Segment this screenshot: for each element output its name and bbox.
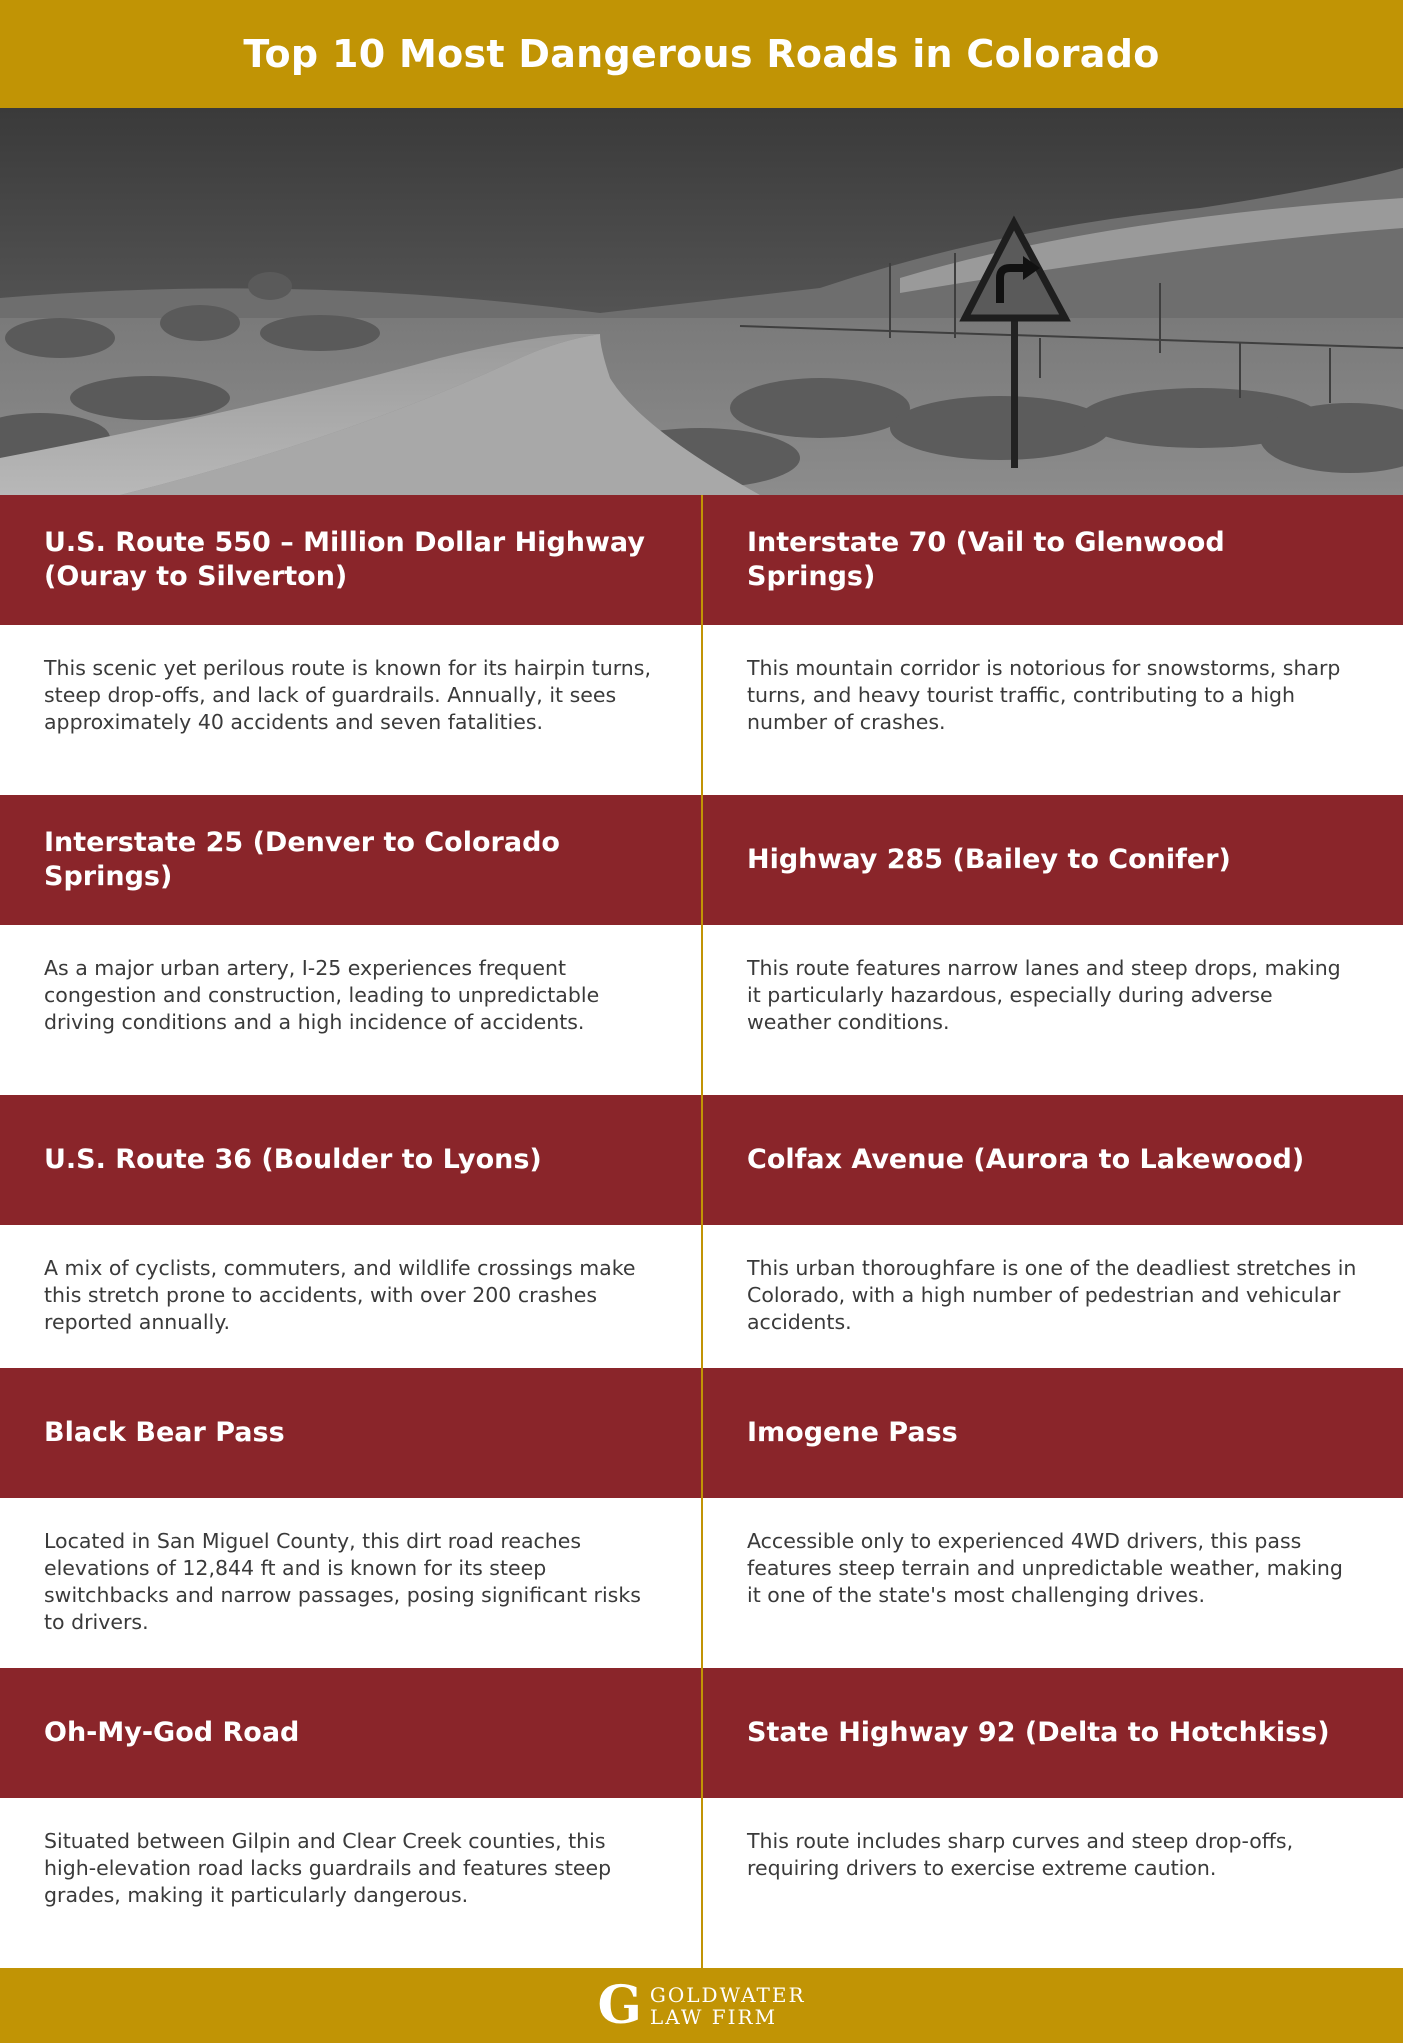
road-description: Accessible only to experienced 4WD drivers, this pass features steep terrain and unpredictable weather, making it one of the state's most challenging drives. xyxy=(747,1529,1343,1607)
road-description: A mix of cyclists, commuters, and wildlife crossings make this stretch prone to accidents, with over 200 crashes reported annually. xyxy=(44,1256,636,1334)
road-description-band xyxy=(703,625,1403,795)
road-description: This scenic yet perilous route is known for its hairpin turns, steep drop-offs, and lack of guardrails. Annually, it sees approximately 40 accidents and seven fatalities. xyxy=(44,656,651,734)
road-card xyxy=(703,1668,1403,1968)
road-description: This route features narrow lanes and steep drops, making it particularly hazardous, especially during adverse weather conditions. xyxy=(747,956,1341,1034)
road-title: State Highway 92 (Delta to Hotchkiss) xyxy=(747,1717,1330,1748)
road-description-band xyxy=(0,925,701,1095)
road-title: Interstate 70 (Vail to Glenwood Springs) xyxy=(747,527,1225,592)
road-description-band xyxy=(0,1498,701,1668)
road-description: As a major urban artery, I-25 experiences frequent congestion and construction, leading to unpredictable driving conditions and a high incidence of accidents. xyxy=(44,956,600,1034)
road-description-band xyxy=(703,1498,1403,1668)
logo-g-icon: G xyxy=(597,1974,642,2036)
road-title: Imogene Pass xyxy=(747,1417,958,1448)
road-description: This urban thoroughfare is one of the deadliest stretches in Colorado, with a high number of pedestrian and vehicular accidents. xyxy=(747,1256,1357,1334)
road-card xyxy=(703,795,1403,1095)
road-title: Colfax Avenue (Aurora to Lakewood) xyxy=(747,1144,1305,1175)
road-description: Situated between Gilpin and Clear Creek counties, this high-elevation road lacks guardrails and features steep grades, making it particularly dangerous. xyxy=(44,1829,612,1907)
page-title: Top 10 Most Dangerous Roads in Colorado xyxy=(243,32,1160,76)
road-card xyxy=(0,1368,701,1668)
road-card xyxy=(0,495,701,795)
road-description: This route includes sharp curves and steep drop-offs, requiring drivers to exercise extreme caution. xyxy=(747,1829,1294,1880)
page-footer xyxy=(0,1968,1403,2043)
road-title-band xyxy=(0,1668,701,1798)
road-title: U.S. Route 550 – Million Dollar Highway (Ouray to Silverton) xyxy=(44,527,645,592)
road-card xyxy=(0,1668,701,1968)
road-title-band xyxy=(703,1368,1403,1498)
road-description-band xyxy=(0,1798,701,1968)
goldwater-logo xyxy=(597,1974,806,2036)
road-title: Black Bear Pass xyxy=(44,1417,285,1448)
road-title: U.S. Route 36 (Boulder to Lyons) xyxy=(44,1144,542,1175)
road-title-band xyxy=(0,795,701,925)
road-description-band xyxy=(703,1225,1403,1368)
road-photo xyxy=(0,108,1403,495)
road-card xyxy=(703,1368,1403,1668)
road-card xyxy=(0,795,701,1095)
road-description: Located in San Miguel County, this dirt road reaches elevations of 12,844 ft and is known for its steep switchbacks and narrow passages, posing significant risks to drivers. xyxy=(44,1529,641,1634)
road-title-band xyxy=(0,495,701,625)
logo-line-2: LAW FIRM xyxy=(649,2004,778,2029)
road-title-band xyxy=(703,795,1403,925)
road-description-band xyxy=(0,1225,701,1368)
road-title-band xyxy=(703,1668,1403,1798)
road-title-band xyxy=(703,495,1403,625)
road-card xyxy=(703,495,1403,795)
road-card xyxy=(0,1095,701,1368)
road-description-band xyxy=(703,1798,1403,1968)
road-title-band xyxy=(703,1095,1403,1225)
column-divider xyxy=(701,495,703,1968)
road-title: Interstate 25 (Denver to Colorado Springs) xyxy=(44,827,560,892)
road-card xyxy=(703,1095,1403,1368)
road-description: This mountain corridor is notorious for snowstorms, sharp turns, and heavy tourist traffic, contributing to a high number of crashes. xyxy=(747,656,1341,734)
road-description-band xyxy=(703,925,1403,1095)
page-header xyxy=(0,0,1403,108)
logo-wordmark xyxy=(650,1984,806,2028)
road-title: Highway 285 (Bailey to Conifer) xyxy=(747,844,1231,875)
hero-image xyxy=(0,108,1403,495)
road-description-band xyxy=(0,625,701,795)
road-title-band xyxy=(0,1368,701,1498)
logo-line-1: GOLDWATER xyxy=(649,1982,806,2007)
roads-grid xyxy=(0,495,1403,1968)
road-title: Oh-My-God Road xyxy=(44,1717,300,1748)
road-title-band xyxy=(0,1095,701,1225)
